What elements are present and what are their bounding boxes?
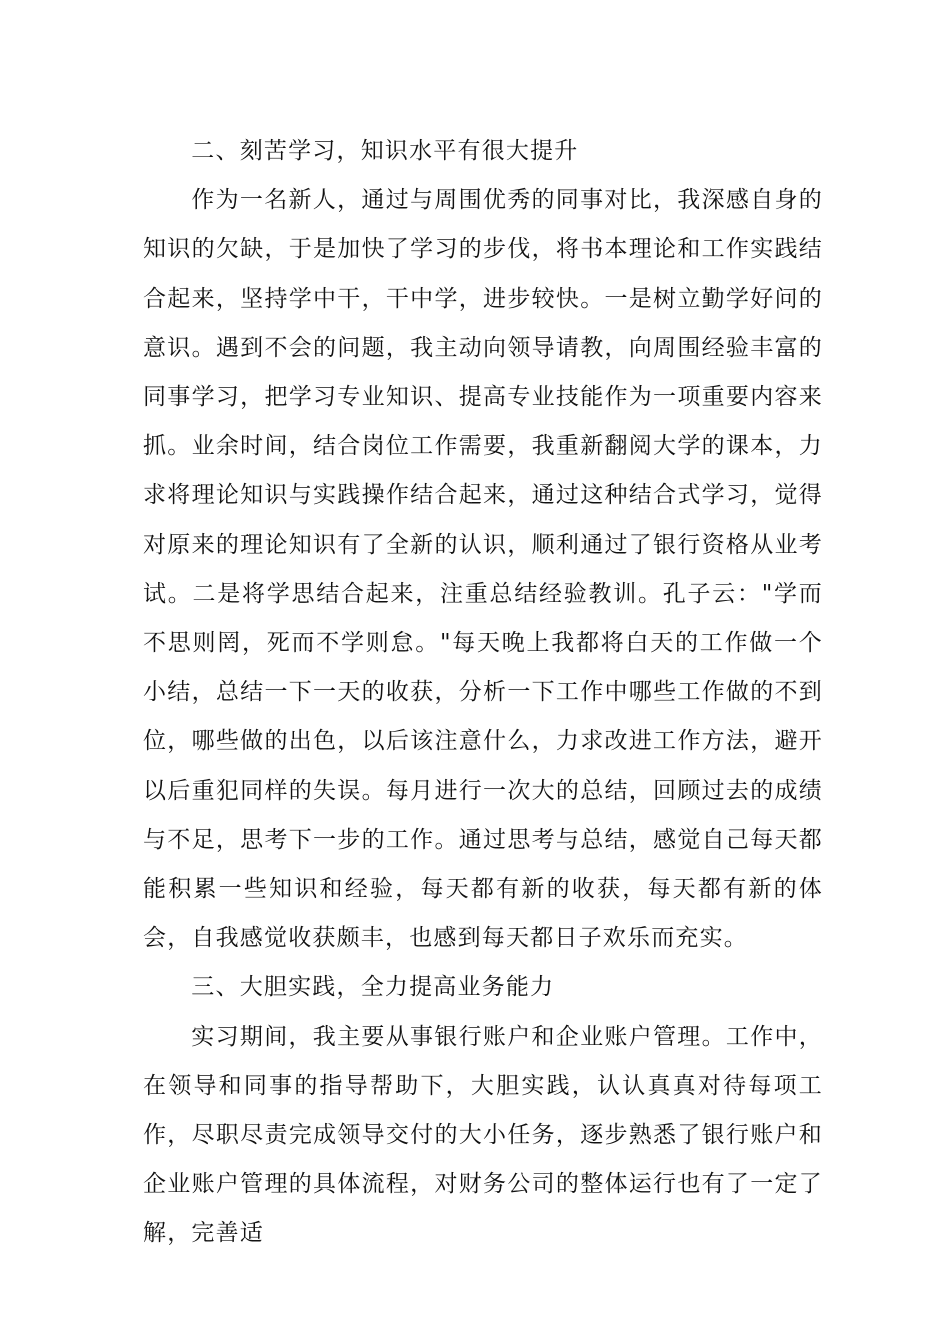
body-paragraph-practice: 实习期间，我主要从事银行账户和企业账户管理。工作中，在领导和同事的指导帮助下，大胆实践，认认真真对待每项工作，尽职尽责完成领导交付的大小任务，逐步熟悉了银行账户和企业账户管理的具体流程，对财务公司的整体运行也有了一定了解，完善适 — [143, 1023, 823, 1247]
section-heading-2: 二、刻苦学习，知识水平有很大提升 — [191, 138, 579, 164]
document-body — [143, 127, 823, 1259]
body-paragraph-study: 作为一名新人，通过与周围优秀的同事对比，我深感自身的知识的欠缺，于是加快了学习的步伐，将书本理论和工作实践结合起来，坚持学中干，干中学，进步较快。一是树立勤学好问的意识。遇到不会的问题，我主动向领导请教，向周围经验丰富的同事学习，把学习专业知识、提高专业技能作为一项重要内容来抓。业余时间，结合岗位工作需要，我重新翻阅大学的课本，力求将理论知识与实践操作结合起来，通过这种结合式学习，觉得对原来的理论知识有了全新的认识，顺利通过了银行资格从业考试。二是将学思结合起来，注重总结经验教训。孔子云："学而不思则罔，死而不学则怠。"每天晚上我都将白天的工作做一个小结，总结一下一天的收获，分析一下工作中哪些工作做的不到位，哪些做的出色，以后该注意什么，力求改进工作方法，避开以后重犯同样的失误。每月进行一次大的总结，回顾过去的成绩与不足，思考下一步的工作。通过思考与总结，感觉自己每天都能积累一些知识和经验，每天都有新的收获，每天都有新的体会，自我感觉收获颇丰，也感到每天都日子欢乐而充实。 — [143, 187, 823, 952]
section-heading-3: 三、大胆实践，全力提高业务能力 — [191, 974, 555, 1001]
